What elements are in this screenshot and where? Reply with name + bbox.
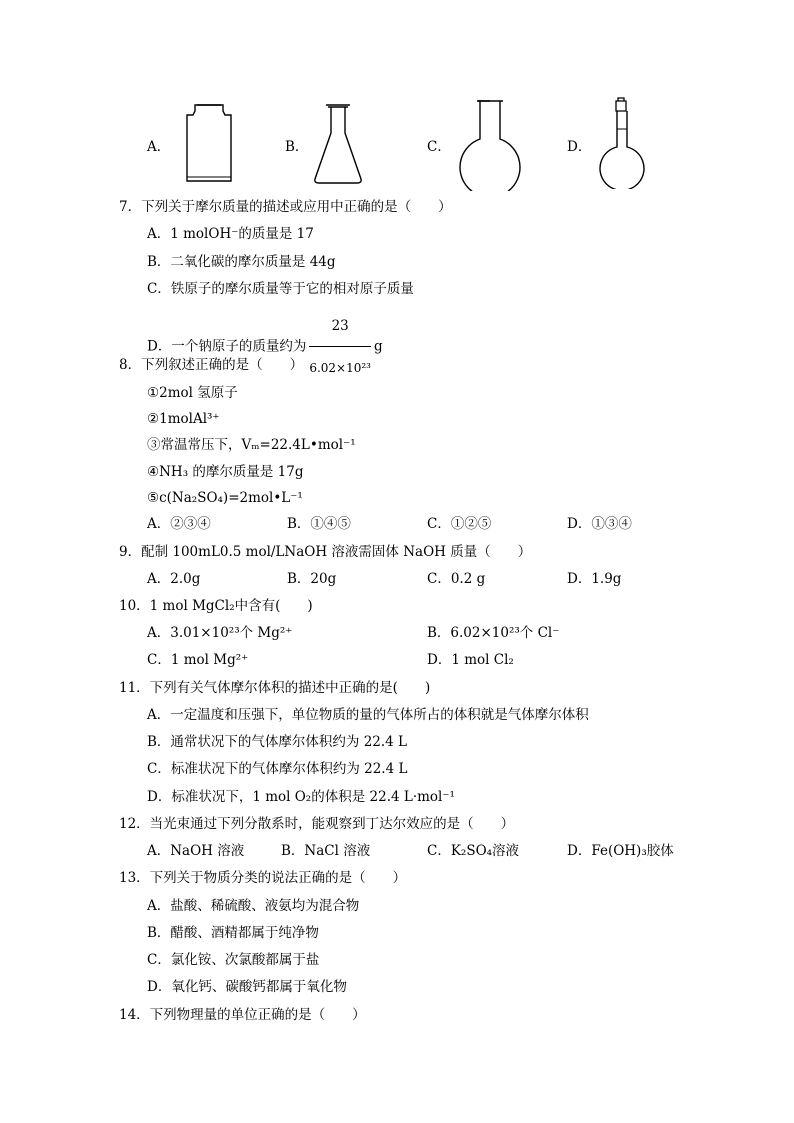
q10-stem: 10．1 mol MgCl₂中含有( ) (119, 598, 313, 614)
q8-option-a: A．②③④ (147, 516, 211, 532)
q7-option-c: C．铁原子的摩尔质量等于它的相对原子质量 (147, 281, 414, 297)
q13-stem: 13．下列关于物质分类的说法正确的是（ ） (119, 870, 407, 886)
q7-option-d (147, 307, 383, 387)
q11-option-a: A．一定温度和压强下，单位物质的量的气体所占的体积就是气体摩尔体积 (147, 707, 589, 723)
q7-option-d-text: D．一个钠原子的质量约为 (147, 338, 307, 355)
q13-option-a: A．盐酸、稀硫酸、液氨均为混合物 (147, 898, 360, 914)
q10-option-a: A．3.01×10²³个 Mg²⁺ (147, 625, 293, 641)
q8-item-5: ⑤c(Na₂SO₄)=2mol•L⁻¹ (147, 490, 303, 506)
q10-option-c: C．1 mol Mg²⁺ (147, 652, 249, 668)
q8-option-d: D．①③④ (567, 516, 632, 532)
q6-option-d-label: D． (567, 139, 592, 155)
q9-option-a: A．2.0g (147, 571, 201, 587)
q14-stem: 14．下列物理量的单位正确的是（ ） (119, 1007, 366, 1023)
round-bottom-flask-icon (455, 97, 525, 191)
q11-option-b: B．通常状况下的气体摩尔体积约为 22.4 L (147, 734, 408, 750)
q13-option-c: C．氯化铵、次氯酸都属于盐 (147, 952, 320, 968)
q12-option-c: C．K₂SO₄溶液 (427, 843, 520, 859)
q11-option-c: C．标准状况下的气体摩尔体积约为 22.4 L (147, 761, 408, 777)
q9-option-d: D．1.9g (567, 571, 622, 587)
q7-option-d-unit: g (374, 338, 383, 355)
q6-option-a-label: A． (147, 139, 171, 155)
q9-option-b: B．20g (287, 571, 337, 587)
q13-option-b: B．醋酸、酒精都属于纯净物 (147, 925, 319, 941)
q6-option-c-label: C． (427, 139, 451, 155)
q8-item-3: ③常温常压下，Vₘ=22.4L•mol⁻¹ (147, 437, 356, 453)
q8-option-c: C．①②⑤ (427, 516, 492, 532)
q12-option-d: D．Fe(OH)₃胶体 (567, 843, 674, 859)
q8-option-b: B．①④⑤ (287, 516, 351, 532)
q6-option-b-label: B． (285, 139, 309, 155)
q9-stem: 9．配制 100mL0.5 mol/LNaOH 溶液需固体 NaOH 质量（ ） (119, 544, 532, 560)
q10-option-d: D．1 mol Cl₂ (427, 652, 514, 668)
q7-option-a: A．1 molOH⁻的质量是 17 (147, 226, 314, 242)
q9-option-c: C．0.2 g (427, 571, 486, 587)
q8-item-1: ①2mol 氢原子 (147, 385, 238, 401)
q11-stem: 11．下列有关气体摩尔体积的描述中正确的是( ) (119, 680, 431, 696)
wide-mouth-bottle-icon (183, 103, 235, 185)
q12-option-b: B．NaCl 溶液 (281, 843, 371, 859)
q12-option-a: A．NaOH 溶液 (147, 843, 245, 859)
q8-item-2: ②1molAl³⁺ (147, 411, 220, 427)
q12-stem: 12．当光束通过下列分散系时，能观察到丁达尔效应的是（ ） (119, 816, 515, 832)
q10-option-b: B．6.02×10²³个 Cl⁻ (427, 625, 560, 641)
q8-item-4: ④NH₃ 的摩尔质量是 17g (147, 464, 304, 480)
fraction-denominator: 6.02×10²³ (309, 361, 371, 375)
q7-stem: 7．下列关于摩尔质量的描述或应用中正确的是（ ） (119, 199, 452, 215)
volumetric-flask-icon (594, 95, 650, 189)
conical-flask-icon (312, 103, 364, 185)
fraction-numerator: 23 (309, 307, 371, 347)
fraction (309, 307, 371, 387)
q6-options (0, 95, 794, 195)
q11-option-d: D．标准状况下，1 mol O₂的体积是 22.4 L·mol⁻¹ (147, 789, 455, 805)
q13-option-d: D．氧化钙、碳酸钙都属于氧化物 (147, 979, 347, 995)
q7-option-b: B．二氧化碳的摩尔质量是 44g (147, 254, 336, 270)
q8-stem: 8．下列叙述正确的是（ ） (119, 357, 304, 373)
